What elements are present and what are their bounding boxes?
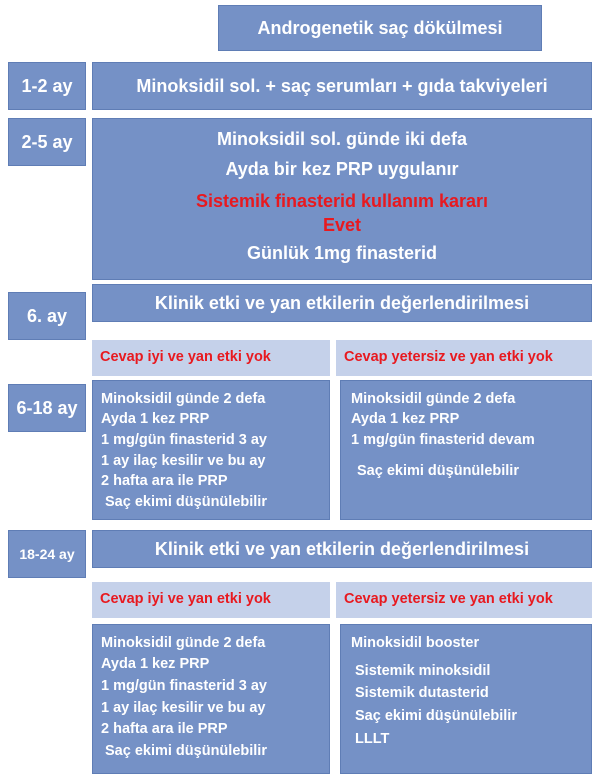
list-item: Saç ekimi düşünülebilir — [357, 463, 519, 479]
stage5-text: Klinik etki ve yan etkilerin değerlendirilmesi — [154, 538, 530, 559]
stage1-box — [92, 62, 592, 110]
list-item: Sistemik minoksidil — [355, 663, 491, 679]
flowchart-title-text: Androgenetik saç dökülmesi — [257, 17, 503, 38]
stage3-text: Klinik etki ve yan etkilerin değerlendirilmesi — [154, 292, 530, 313]
period-text: 2-5 ay — [21, 131, 73, 152]
period-label-6-18 — [8, 384, 86, 432]
stage5-left-box — [92, 624, 330, 774]
list-item: 1 mg/gün finasterid devam — [351, 432, 535, 448]
decision-answer: Evet — [322, 215, 362, 235]
stage2-line: Ayda bir kez PRP uygulanır — [225, 159, 459, 179]
list-item: Sistemik dutasterid — [355, 685, 489, 701]
period-text: 18-24 ay — [19, 546, 75, 562]
list-item: 1 mg/gün finasterid 3 ay — [101, 678, 267, 694]
stage4-left-box — [92, 380, 330, 520]
list-item: Saç ekimi düşünülebilir — [105, 494, 267, 510]
response-good-header: Cevap iyi ve yan etki yok — [92, 582, 330, 618]
list-item: 2 hafta ara ile PRP — [101, 721, 228, 737]
response-poor-header: Cevap yetersiz ve yan etki yok — [336, 582, 592, 618]
stage3-box — [92, 284, 592, 322]
period-label-18-24 — [8, 530, 86, 578]
response-good-header: Cevap iyi ve yan etki yok — [92, 340, 330, 376]
period-label-6 — [8, 292, 86, 340]
period-label-2-5 — [8, 118, 86, 166]
stage2-line: Minoksidil sol. günde iki defa — [216, 129, 468, 149]
stage4-right-box — [340, 380, 592, 520]
list-item: Minoksidil günde 2 defa — [101, 391, 266, 407]
list-item: 2 hafta ara ile PRP — [101, 473, 228, 489]
stage2-box — [92, 118, 592, 280]
period-label-1-2 — [8, 62, 86, 110]
list-item: 1 mg/gün finasterid 3 ay — [101, 432, 267, 448]
list-item: Minoksidil günde 2 defa — [101, 635, 266, 651]
list-item: Saç ekimi düşünülebilir — [355, 708, 517, 724]
list-item: LLLT — [355, 731, 390, 747]
decision-question: Sistemik finasterid kullanım kararı — [195, 191, 489, 211]
stage5-right-box — [340, 624, 592, 774]
flowchart-title — [218, 5, 542, 51]
list-item: Minoksidil günde 2 defa — [351, 391, 516, 407]
list-item: Ayda 1 kez PRP — [101, 411, 210, 427]
list-item: Ayda 1 kez PRP — [101, 656, 210, 672]
stage2-line: Günlük 1mg finasterid — [246, 243, 438, 263]
response-poor-header: Cevap yetersiz ve yan etki yok — [336, 340, 592, 376]
period-text: 6. ay — [26, 305, 68, 326]
list-item: Saç ekimi düşünülebilir — [105, 743, 267, 759]
stage1-text: Minoksidil sol. + saç serumları + gıda takviyeleri — [136, 75, 548, 96]
list-item: Ayda 1 kez PRP — [351, 411, 460, 427]
stage5-box — [92, 530, 592, 568]
list-item: 1 ay ilaç kesilir ve bu ay — [101, 453, 266, 469]
period-text: 6-18 ay — [16, 397, 78, 418]
period-text: 1-2 ay — [21, 75, 73, 96]
list-item: Minoksidil booster — [351, 635, 480, 651]
list-item: 1 ay ilaç kesilir ve bu ay — [101, 700, 266, 716]
